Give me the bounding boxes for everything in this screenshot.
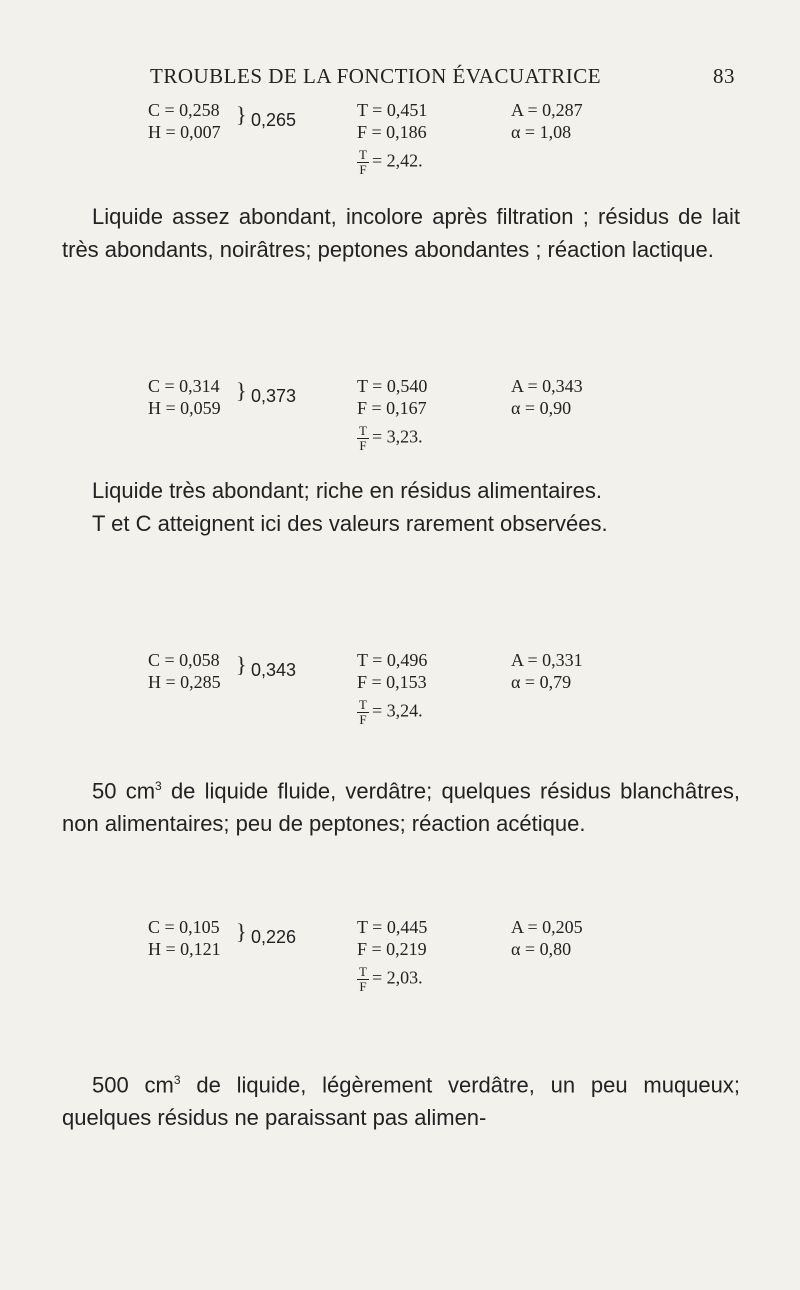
paragraph-1-text: Liquide assez abondant, incolore après filtration ; résidus de lait très abondants, noirâtres; peptones abondantes ; réaction lactique.: [62, 204, 740, 262]
t-over-f-ratio: [357, 148, 423, 177]
c-value: C = 0,314: [148, 376, 220, 396]
a-value: A = 0,343: [511, 376, 583, 396]
h-value: H = 0,121: [148, 939, 221, 959]
ratio-value: = 2,42.: [371, 150, 423, 171]
alpha-value: α = 0,90: [511, 398, 572, 418]
c-value: C = 0,258: [148, 100, 220, 120]
paragraph-5: [62, 1064, 740, 1134]
c-value: C = 0,105: [148, 917, 220, 937]
ratio-numerator: T: [359, 964, 367, 979]
t-over-f-ratio: [357, 698, 423, 727]
ch-sum: 0,226: [251, 927, 297, 947]
paragraph-2: [62, 474, 740, 540]
ch-sum: 0,265: [251, 110, 297, 130]
ch-sum: 0,343: [251, 660, 297, 680]
paragraph-4: [62, 770, 740, 840]
h-value: H = 0,285: [148, 672, 221, 692]
volume-exponent: 3: [155, 779, 162, 793]
running-header: [150, 64, 735, 89]
h-value: H = 0,007: [148, 122, 221, 142]
running-title: TROUBLES DE LA FONCTION ÉVACUATRICE: [150, 64, 602, 88]
paragraph-3-text: T et C atteignent ici des valeurs rarement observées.: [92, 511, 608, 536]
ratio-denominator: F: [359, 979, 367, 994]
analysis-block-1: [0, 100, 800, 210]
ratio-denominator: F: [359, 162, 367, 177]
volume-value: 50 cm: [92, 778, 156, 804]
analysis-block-2: [0, 376, 800, 486]
ratio-denominator: F: [359, 712, 367, 727]
ratio-value: = 3,24.: [371, 700, 423, 721]
analysis-block-3: [0, 650, 800, 760]
volume-value: 500 cm: [92, 1072, 174, 1098]
alpha-value: α = 0,80: [511, 939, 572, 959]
h-value: H = 0,059: [148, 398, 221, 418]
volume-exponent: 3: [173, 1073, 181, 1087]
t-over-f-ratio: [357, 424, 423, 453]
ch-sum: 0,373: [251, 386, 297, 406]
t-over-f-ratio: [357, 965, 423, 994]
a-value: A = 0,287: [511, 100, 583, 120]
analysis-block-4: [0, 917, 800, 1027]
t-value: T = 0,496: [357, 650, 428, 670]
f-value: F = 0,167: [357, 398, 427, 418]
paragraph-1: [62, 200, 740, 266]
paragraph-2-text: Liquide très abondant; riche en résidus alimentaires.: [92, 478, 602, 503]
ratio-denominator: F: [359, 438, 367, 453]
paragraph-4-rest: de liquide fluide, verdâtre; quelques résidus blanchâtres, non alimentaires; peu de peptones; réaction acétique.: [62, 778, 740, 837]
f-value: F = 0,186: [357, 122, 427, 142]
alpha-value: α = 0,79: [511, 672, 572, 692]
c-value: C = 0,058: [148, 650, 220, 670]
ratio-numerator: T: [359, 697, 367, 712]
ratio-numerator: T: [359, 147, 367, 162]
f-value: F = 0,153: [357, 672, 427, 692]
paragraph-4-text: [62, 770, 740, 840]
a-value: A = 0,205: [511, 917, 583, 937]
brace-symbol: }: [236, 652, 247, 677]
t-value: T = 0,451: [357, 100, 428, 120]
t-value: T = 0,540: [357, 376, 428, 396]
brace-symbol: }: [236, 102, 247, 127]
f-value: F = 0,219: [357, 939, 427, 959]
brace-symbol: }: [236, 919, 247, 944]
a-value: A = 0,331: [511, 650, 583, 670]
ratio-numerator: T: [359, 423, 367, 438]
ratio-value: = 2,03.: [371, 967, 423, 988]
ratio-value: = 3,23.: [371, 426, 423, 447]
paragraph-5-text: [62, 1064, 740, 1134]
page-number: 83: [713, 64, 735, 88]
t-value: T = 0,445: [357, 917, 428, 937]
paragraph-5-rest: de liquide, légèrement verdâtre, un peu muqueux; quelques résidus ne paraissant pas alimen-: [62, 1072, 740, 1131]
alpha-value: α = 1,08: [511, 122, 572, 142]
brace-symbol: }: [236, 378, 247, 403]
